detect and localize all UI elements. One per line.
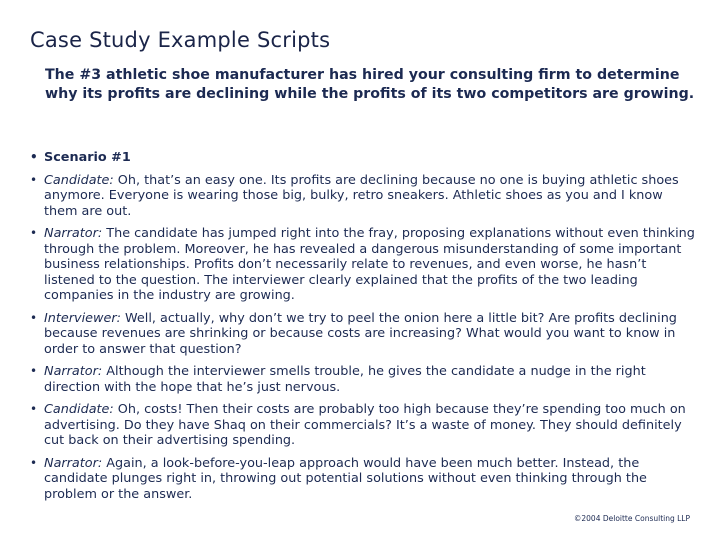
- speaker-label: Narrator:: [44, 364, 103, 379]
- script-text: Oh, that’s an easy one. Its profits are declining because no one is buying athletic shoes anymore. Everyone is wearing those big, bulky, retro sneakers. Athletic shoes as you and I know them are out.: [44, 172, 679, 219]
- script-line-narrator: [28, 226, 696, 304]
- script-text: The candidate has jumped right into the fray, proposing explanations without even thinking through the problem. Moreover, he has revealed a dangerous misunderstanding of some important business relationships. Profits don’t necessarily relate to revenues, and even worse, he hasn’t listened to the question. The interviewer clearly explained that the profits of the two leading companies in the industry are growing.: [44, 226, 695, 303]
- script-line-interviewer: [28, 311, 696, 358]
- page-title: Case Study Example Scripts: [30, 28, 331, 52]
- speaker-label: Narrator:: [44, 226, 103, 241]
- script-list: [28, 150, 696, 509]
- script-line-candidate: [28, 402, 696, 449]
- speaker-label: Narrator:: [44, 455, 103, 471]
- script-text: Again, a look-before-you-leap approach would have been much better. Instead, the candidate plunges right in, throwing out potential solutions without even thinking through the problem or the answer.: [44, 455, 647, 502]
- case-prompt: The #3 athletic shoe manufacturer has hired your consulting firm to determine why its profits are declining while the profits of its two competitors are growing.: [45, 67, 695, 102]
- script-text: Oh, costs! Then their costs are probably too high because they’re spending too much on advertising. Do they have Shaq on their commercials? It’s a waste of money. They should definitely cut back on their advertising spending.: [44, 402, 686, 448]
- speaker-label: Candidate:: [44, 402, 114, 417]
- speaker-label: Candidate:: [44, 172, 114, 188]
- speaker-label: Interviewer:: [44, 310, 121, 326]
- script-line-narrator: [28, 364, 696, 395]
- script-text: Although the interviewer smells trouble, he gives the candidate a nudge in the right direction with the hope that he’s just nervous.: [44, 364, 646, 395]
- script-line-candidate: [28, 173, 696, 220]
- copyright-footer: ©2004 Deloitte Consulting LLP: [573, 514, 690, 523]
- script-text: Well, actually, why don’t we try to peel the onion here a little bit? Are profits declining because revenues are shrinking or because costs are increasing? What would you want to know in order to answer that question?: [44, 310, 677, 357]
- scenario-label: Scenario #1: [44, 150, 131, 165]
- scenario-heading: [28, 150, 696, 166]
- script-line-narrator: [28, 456, 696, 503]
